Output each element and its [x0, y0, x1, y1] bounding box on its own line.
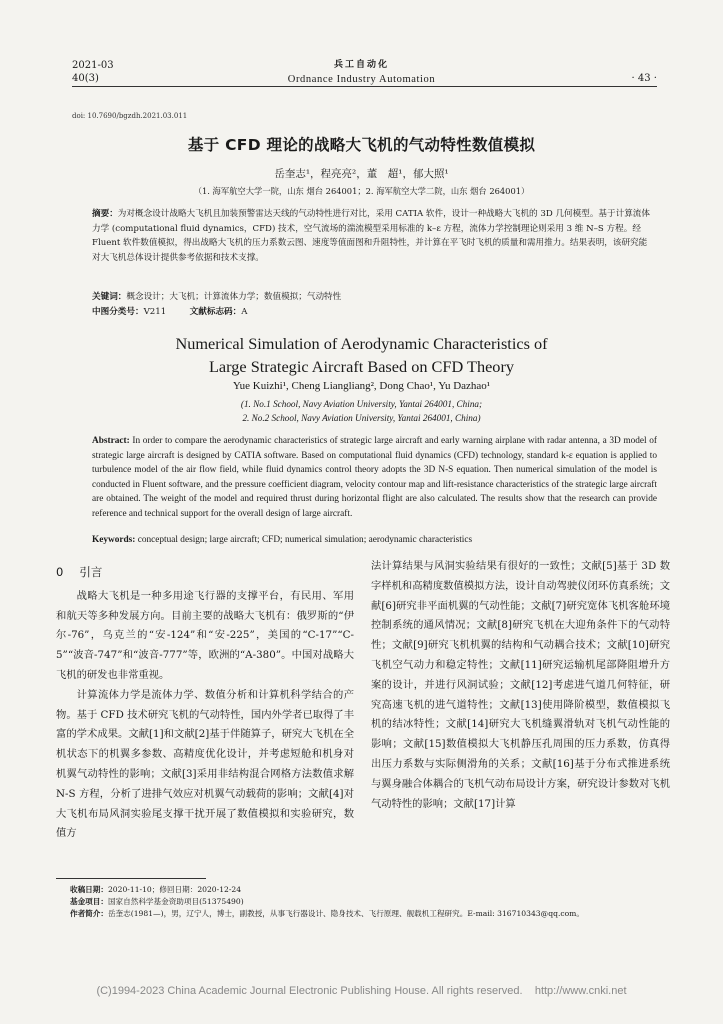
cn-keywords [92, 290, 654, 305]
cn-title: 基于 CFD 理论的战略大飞机的气动特性数值模拟 [187, 136, 536, 154]
cn-classification [92, 305, 654, 320]
journal-name-cn: 兵工自动化 [333, 60, 389, 70]
clc-value: V211 [143, 307, 167, 317]
footnote-rule [56, 878, 206, 879]
en-keywords [92, 535, 657, 545]
en-abstract-label: Abstract: [92, 436, 130, 446]
cn-authors: 岳奎志¹，程亮亮²，董 超¹，郁大照¹ [274, 168, 449, 180]
doc-code-label: 文献标志码： [189, 307, 242, 317]
en-title-line2: Large Strategic Aircraft Based on CFD Theory [208, 357, 515, 376]
footnote-author [70, 908, 670, 920]
cn-affiliation: （1. 海军航空大学一院，山东 烟台 264001；2. 海军航空大学二院，山东 烟台 264001） [193, 186, 530, 196]
cn-abstract-label: 摘要： [92, 209, 118, 219]
cn-abstract-text: 为对概念设计战略大飞机且加装预警雷达天线的气动特性进行对比，采用 CATIA 软件，设计一种战略大飞机的 3D 几何模型。基于计算流体力学 (computational fluid dynamics，CFD) 技术，空气流场的湍流模型采用标准的 k–ε 方程，流体力学控制理论则采用 3 维 N–S 方程。经 Fluent 软件数值模拟，得出战略大飞机的压力系数云图、速度等值面图和升阻特性，并计算在平飞时飞机的质量和需用推力。结果表明，该研究能对大飞机总体设计提供参考依据和技术支撑。 [92, 209, 650, 263]
en-abstract [92, 434, 657, 521]
issue-volume: 40(3) [72, 73, 99, 84]
cn-keywords-text: 概念设计；大飞机；计算流体力学；数值模拟；气动特性 [126, 292, 342, 302]
cn-keywords-label: 关键词： [92, 292, 127, 302]
en-affiliation [0, 397, 723, 425]
issue-date: 2021-03 [72, 60, 114, 71]
received-value: 2020-11-10；修回日期：2020-12-24 [107, 885, 242, 894]
doc-code-value: A [241, 307, 248, 317]
doi: doi: 10.7690/bgzdh.2021.03.011 [72, 112, 188, 120]
en-affil-line2: 2. No.2 School, Navy Aviation University, Yantai 264001, China) [242, 413, 481, 423]
journal-name-en: Ordnance Industry Automation [287, 74, 436, 85]
en-title-line1: Numerical Simulation of Aerodynamic Characteristics of [175, 334, 548, 353]
fund-label: 基金项目： [70, 897, 108, 907]
footnote-received [70, 884, 670, 896]
en-affil-line1: (1. No.1 School, Navy Aviation University, Yantai 264001, China; [240, 399, 483, 409]
en-keywords-text: conceptual design; large aircraft; CFD; numerical simulation; aerodynamic characteristics [137, 535, 473, 545]
cn-abstract [92, 207, 654, 265]
received-label: 收稿日期： [70, 885, 108, 894]
en-abstract-text: In order to compare the aerodynamic characteristics of strategic large aircraft and early warning airplane with radar antenna, a 3D model of strategic large aircraft is designed by CATIA software. Based on computational fluid dynamics (CFD) technology, standard k-ε equation is applied to turbulence model of the air flow field, while fluid dynamics control theory adopts the 3D N-S equation. Then numerical simulation of the model is conducted in Fluent software, and the pressure coefficient diagram, velocity contour map and lift-resistance characteristics of the strategic large aircraft are obtained. The weight of the model and required thrust during horizontal flight are also calculated. The results show that the research can provide reference and technical support for the overall design of large aircraft. [92, 436, 657, 519]
section-heading [56, 563, 354, 583]
intro-paragraph-2: 计算流体力学是流体力学、数值分析和计算机科学结合的产物。基于 CFD 技术研究飞机的气动特性，国内外学者已取得了丰富的学术成果。文献[1]和文献[2]基于伴随算子，研究大飞机在全机状态下的机翼多参数、高精度优化设计，并考虑短舱和机身对机翼气动特性的影响；文献[3]采用非结构混合网格方法数值求解 N-S 方程，分析了进排气效应对机翼气动载荷的影响；文献[4]对大飞机布局风洞实验尾支撑干扰开展了数值模拟和实验研究，数值方 [56, 688, 354, 840]
en-keywords-label: Keywords: [92, 535, 136, 545]
body-left-column [56, 563, 354, 844]
clc-label: 中图分类号： [92, 307, 144, 317]
body-right-column [371, 557, 670, 814]
en-title [0, 332, 723, 378]
author-bio-label: 作者简介： [70, 909, 108, 919]
footnote-fund [70, 896, 670, 908]
section-title: 引言 [79, 565, 103, 579]
section-number: 0 [56, 565, 64, 579]
intro-paragraph-1: 战略大飞机是一种多用途飞行器的支撑平台，有民用、军用和航天等多种发展方向。目前主要的战略大飞机有：俄罗斯的“伊尔-76”，乌克兰的“安-124”和“安-225”，美国的“C-17”“C-5”“波音-747”和“波音-777”等，欧洲的“A-380”。中国对战略大飞机的研发也非常重视。 [56, 589, 354, 681]
page-number: · 43 · [631, 73, 657, 84]
footnote [70, 884, 670, 921]
en-authors: Yue Kuizhi¹, Cheng Liangliang², Dong Chao¹, Yu Dazhao¹ [232, 380, 491, 392]
intro-paragraph-2-cont: 法计算结果与风洞实验结果有很好的一致性；文献[5]基于 3D 数字样机和高精度数值模拟方法，设计自动驾驶仪闭环仿真系统；文献[6]研究非平面机翼的气动性能；文献[7]研究宽体飞机客舱环境控制系统的通风情况；文献[8]研究飞机在大迎角条件下的气动特性；文献[9]研究飞机机翼的结构和气动耦合技术；文献[10]研究飞机空气动力和稳定特性；文献[11]研究运输机尾部降阻增升方案的设计，并进行风洞试验；文献[12]考虑进气道几何特征，研究高速飞机的进气道特性；文献[13]使用降阶模型，数值模拟飞机的结冰特性；文献[14]研究大飞机缝翼滑轨对飞机气动性能的影响；文献[15]数值模拟大飞机静压孔周围的压力系数，仿真得出压力系数与实际侧滑角的关系；文献[16]基于分布式推进系统与翼身融合体耦合的飞机气动布局设计方案，研究设计参数对飞机气动特性的影响；文献[17]计算 [371, 560, 670, 810]
copyright-footer: (C)1994-2023 China Academic Journal Electronic Publishing House. All rights reserved. http://www.cnki.net [96, 985, 627, 997]
fund-value: 国家自然科学基金资助项目(51375490) [107, 897, 244, 907]
header-rule [72, 86, 657, 87]
author-bio-value: 岳奎志(1981—)，男，辽宁人，博士，副教授，从事飞行器设计、隐身技术、飞行原理、舰载机工程研究。E-mail: 316710343@qq.com。 [107, 909, 584, 919]
